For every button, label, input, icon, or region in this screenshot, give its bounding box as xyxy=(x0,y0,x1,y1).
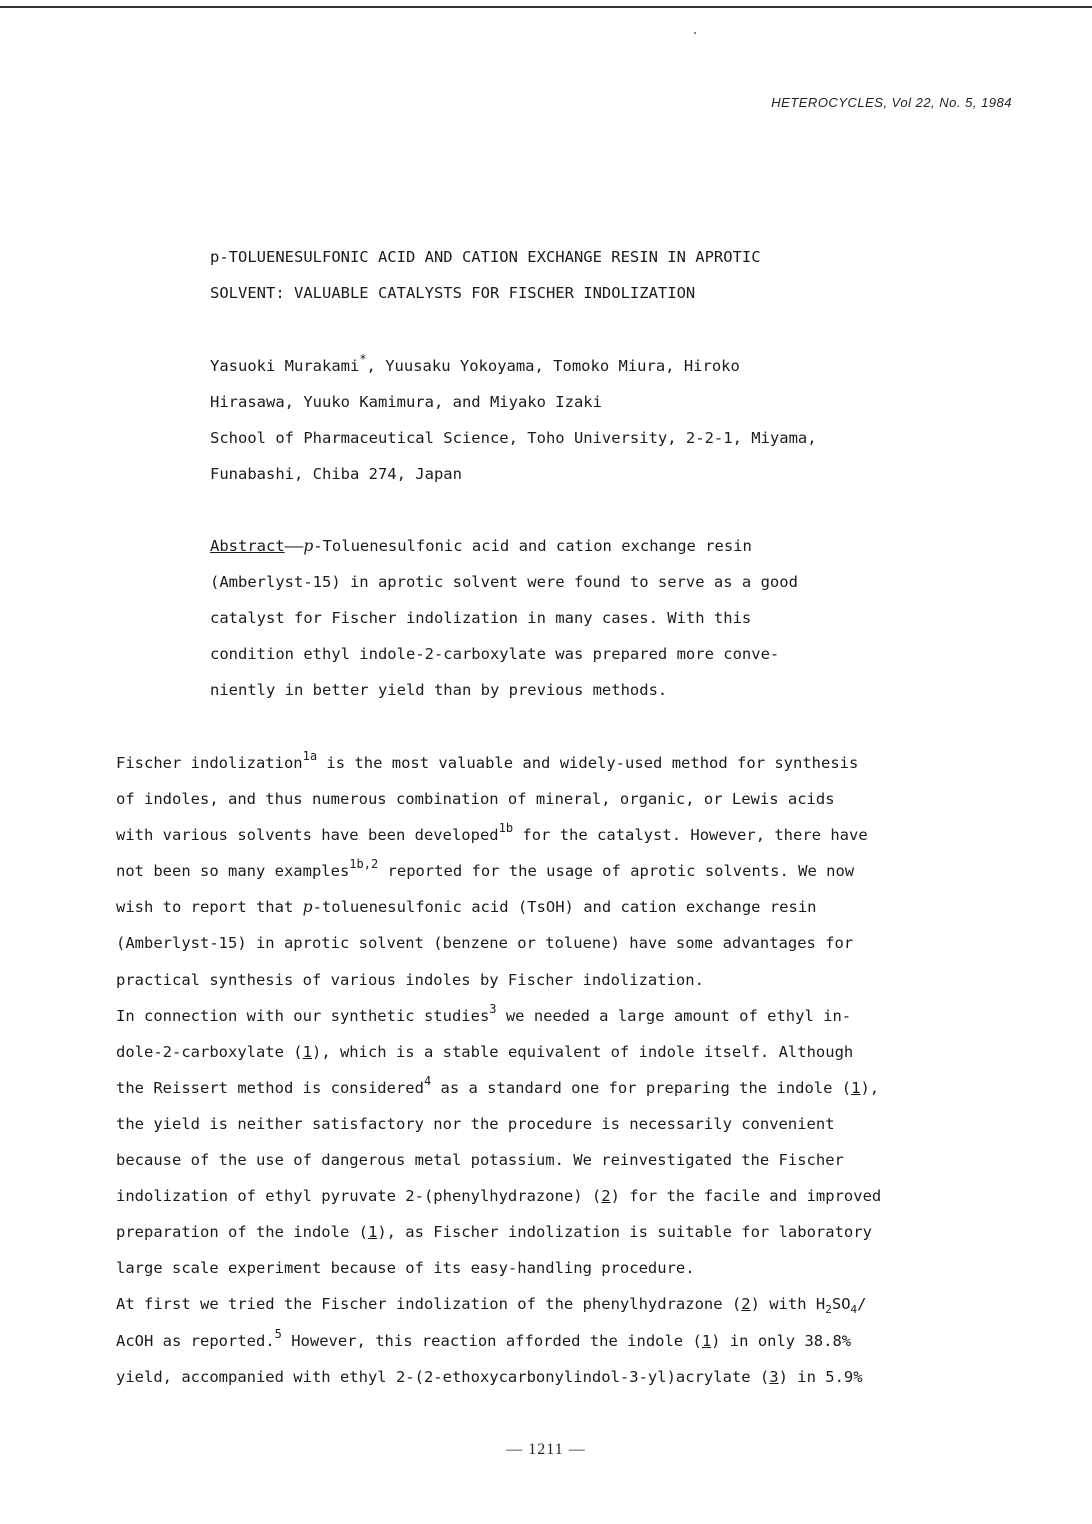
compound-number: 2 xyxy=(601,1187,611,1206)
body-text-span: is the most valuable and widely-used method for synthesis xyxy=(317,754,859,772)
body-text-span: Fischer indolization xyxy=(116,754,303,772)
body-text-span: for the catalyst. However, there have xyxy=(513,826,868,845)
body-text-span: ), as Fischer indolization is suitable for laboratory xyxy=(377,1223,872,1242)
body-text-span: yield, accompanied with ethyl 2-(2-ethoxycarbonylindol-3-yl)acrylate ( xyxy=(116,1367,770,1386)
affiliation-line-1: School of Pharmaceutical Science, Toho University, 2-2-1, Miyama, xyxy=(210,429,817,447)
reference-1b: 1b xyxy=(498,821,514,836)
subscript: 4 xyxy=(850,1303,858,1317)
body-text-span: -toluenesulfonic acid (TsOH) and cation exchange resin xyxy=(312,898,817,917)
corresponding-author-mark: * xyxy=(359,352,367,366)
abstract xyxy=(210,528,798,708)
body-line-2: of indoles, and thus numerous combination of mineral, organic, or Lewis acids xyxy=(116,790,835,809)
body-text-span: At first we tried the Fischer indolization of the phenylhydrazone ( xyxy=(116,1295,742,1314)
body-text-span: AcOH as reported. xyxy=(116,1331,275,1350)
authors-affiliation xyxy=(210,348,817,492)
abstract-line-3: catalyst for Fischer indolization in many cases. With this xyxy=(210,609,752,627)
body-line-18 xyxy=(116,1359,881,1395)
body-text-span: ) with H xyxy=(750,1295,826,1314)
abstract-italic-p: p xyxy=(303,537,314,555)
abstract-line-2: (Amberlyst-15) in aprotic solvent were found to serve as a good xyxy=(210,573,798,591)
body-text-span: not been so many examples xyxy=(116,862,350,881)
body-text-span: we needed a large amount of ethyl in- xyxy=(496,1006,852,1025)
journal-header: HETEROCYCLES, Vol 22, No. 5, 1984 xyxy=(771,95,1012,110)
body-line-16 xyxy=(116,1286,881,1322)
body-line-13 xyxy=(116,1178,881,1214)
body-text-span: ) in only 38.8% xyxy=(711,1331,852,1350)
abstract-label: Abstract xyxy=(210,537,285,555)
body-text-span: ), xyxy=(860,1078,880,1097)
affiliation-line-2: Funabashi, Chiba 274, Japan xyxy=(210,465,462,483)
compound-number: 2 xyxy=(741,1295,751,1314)
body-text-span: reported for the usage of aprotic solvents. We now xyxy=(378,862,855,881)
compound-number: 1 xyxy=(701,1331,712,1350)
body-text-span: the Reissert method is considered xyxy=(116,1078,424,1097)
body-text-span: with various solvents have been developed xyxy=(116,826,499,845)
title-line-1: p-TOLUENESULFONIC ACID AND CATION EXCHANGE RESIN IN APROTIC xyxy=(210,248,761,266)
reference-3: 3 xyxy=(489,1001,497,1016)
reference-1b-2: 1b,2 xyxy=(349,857,379,872)
authors-line-2: Hirasawa, Yuuko Kamimura, and Miyako Izaki xyxy=(210,393,602,411)
subscript: 2 xyxy=(825,1303,832,1317)
body-line-3 xyxy=(116,817,881,853)
abstract-line-4: condition ethyl indole-2-carboxylate was prepared more conve- xyxy=(210,645,780,663)
body-text-span: wish to report that xyxy=(116,898,303,917)
compound-number: 1 xyxy=(851,1078,861,1097)
body-line-7: practical synthesis of various indoles by Fischer indolization. xyxy=(116,970,704,989)
body-text xyxy=(116,745,881,1395)
body-text-span: SO xyxy=(831,1295,851,1314)
body-line-11: the yield is neither satisfactory nor the procedure is necessarily convenient xyxy=(116,1114,835,1133)
body-line-4 xyxy=(116,853,881,889)
title-line-2: SOLVENT: VALUABLE CATALYSTS FOR FISCHER INDOLIZATION xyxy=(210,284,696,302)
compound-number: 1 xyxy=(302,1042,312,1061)
body-text-span: preparation of the indole ( xyxy=(116,1223,368,1242)
body-text-span: indolization of ethyl pyruvate 2-(phenylhydrazone) ( xyxy=(116,1187,602,1206)
body-line-17 xyxy=(116,1323,881,1359)
reference-5: 5 xyxy=(274,1326,282,1341)
page-number: — 1211 — xyxy=(506,1441,586,1458)
authors-line-1-rest: , Yuusaku Yokoyama, Tomoko Miura, Hiroko xyxy=(366,357,740,375)
body-line-14 xyxy=(116,1214,881,1250)
body-line-8 xyxy=(116,998,881,1034)
body-text-span: / xyxy=(857,1295,867,1314)
authors-line-1 xyxy=(210,348,817,384)
first-author: Yasuoki Murakami xyxy=(210,357,360,375)
body-text-span: ) for the facile and improved xyxy=(610,1187,882,1206)
body-text-span: dole-2-carboxylate ( xyxy=(116,1042,303,1061)
italic-p: p xyxy=(302,898,313,917)
body-line-6: (Amberlyst-15) in aprotic solvent (benzene or toluene) have some advantages for xyxy=(116,934,854,953)
abstract-line-1 xyxy=(210,528,798,564)
body-line-1 xyxy=(116,745,881,781)
compound-number: 3 xyxy=(769,1367,779,1386)
article-title xyxy=(210,239,761,311)
abstract-line-1-rest: -Toluenesulfonic acid and cation exchange resin xyxy=(313,537,752,555)
abstract-dash: —— xyxy=(284,537,304,555)
body-line-12: because of the use of dangerous metal potassium. We reinvestigated the Fischer xyxy=(116,1151,844,1170)
body-line-5 xyxy=(116,889,881,925)
top-border-rule xyxy=(0,6,1092,8)
body-text-span: as a standard one for preparing the indole ( xyxy=(431,1078,852,1097)
body-text-span: ) in 5.9% xyxy=(778,1367,863,1386)
reference-4: 4 xyxy=(423,1073,432,1088)
abstract-line-5: niently in better yield than by previous methods. xyxy=(210,681,668,699)
body-line-10 xyxy=(116,1070,881,1106)
body-line-15: large scale experiment because of its easy-handling procedure. xyxy=(116,1259,695,1278)
body-text-span: ), which is a stable equivalent of indole itself. Although xyxy=(311,1042,854,1061)
scan-speck xyxy=(694,32,696,34)
compound-number: 1 xyxy=(367,1223,378,1242)
reference-1a: 1a xyxy=(302,749,318,763)
body-text-span: However, this reaction afforded the indole ( xyxy=(281,1331,702,1350)
body-text-span: In connection with our synthetic studies xyxy=(116,1006,490,1025)
body-line-9 xyxy=(116,1034,881,1070)
